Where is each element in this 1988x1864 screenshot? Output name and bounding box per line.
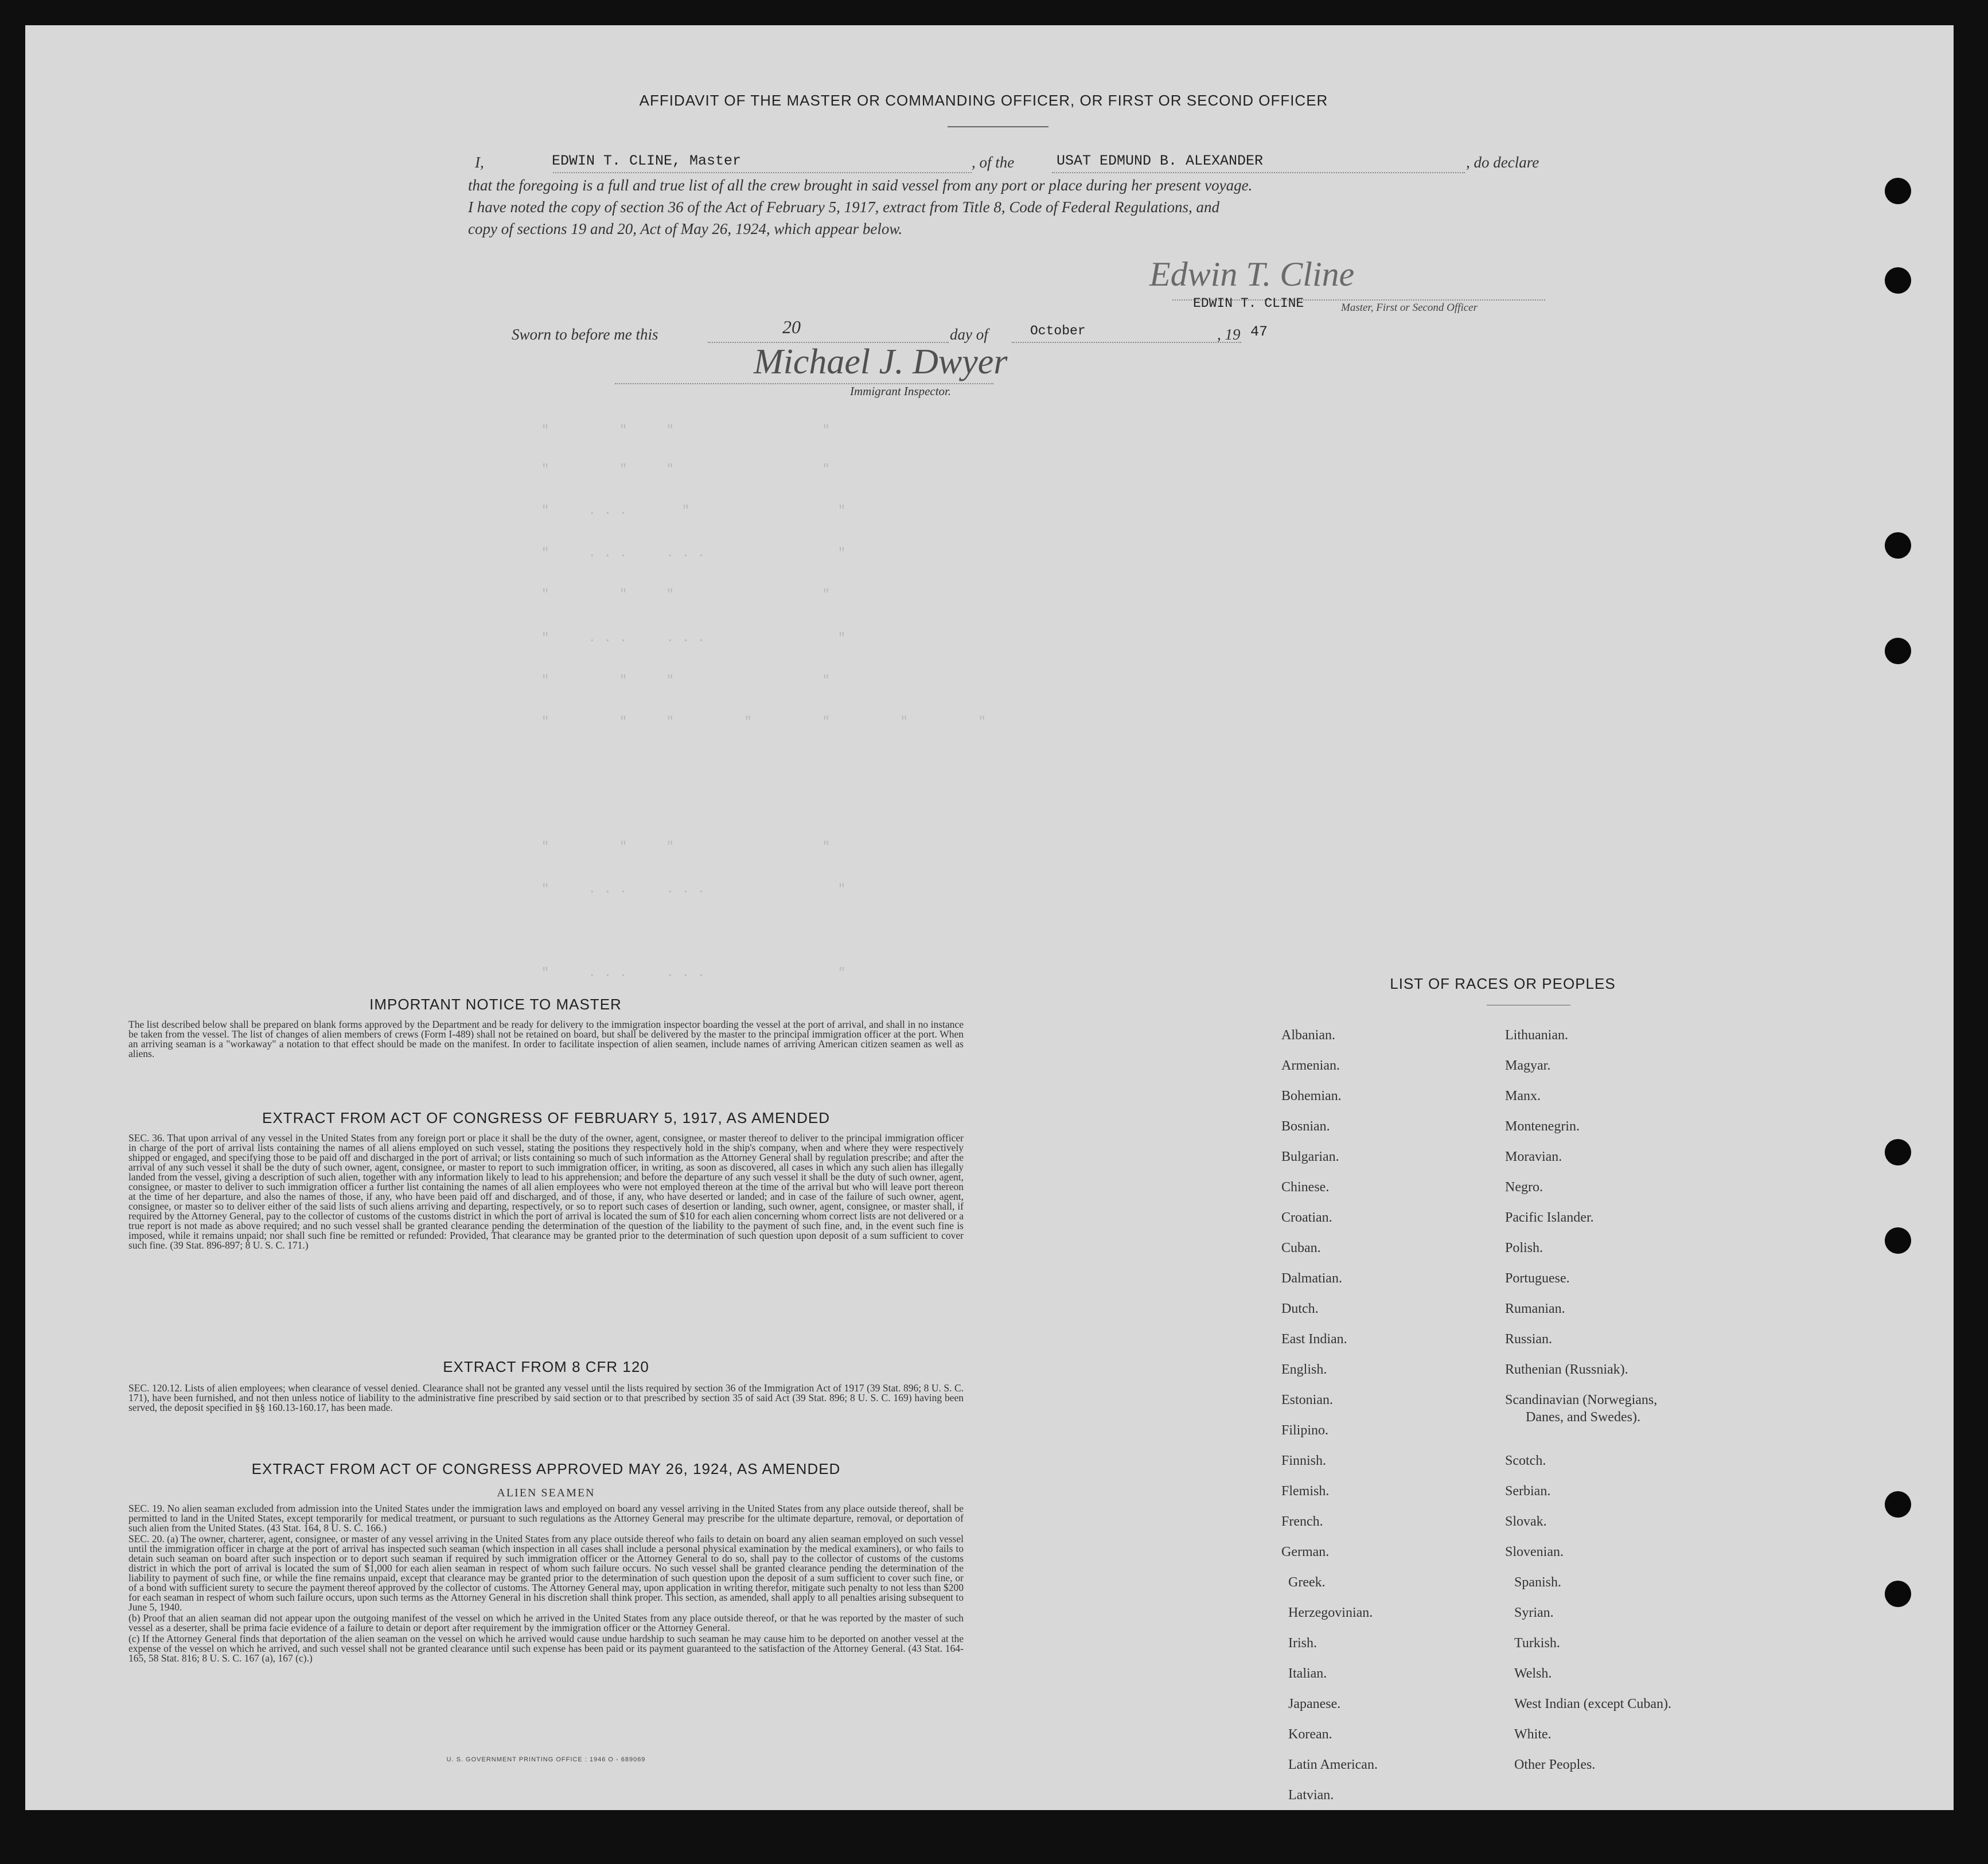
race-item: Korean. [1288,1727,1332,1742]
master-signature: Edwin T. Cline [1149,255,1355,293]
punch-hole [1885,1227,1911,1254]
race-item: West Indian (except Cuban). [1514,1697,1671,1711]
sec-20c-body: (c) If the Attorney General finds that deportation of the alien seaman on the vessel on which he arrived would cause undue hardship to such seaman he may cause him to be deported on another vessel at the expense of the vessel on which he arrived, and such vessel shall not be granted clearance until such expense has been paid or its payment guaranteed to the satisfaction of the Attorney General. (43 Stat. 164-165, 58 Stat. 816; 8 U. S. C. 167 (a), 167 (c).) [128,1633,964,1664]
affidavit-line-2: that the foregoing is a full and true list of all the crew brought in said vessel from any port or place during her present voyage. [468,177,1253,194]
extract-1917-block [128,1133,964,1250]
race-item: Dalmatian. [1281,1271,1342,1286]
race-item: Cuban. [1281,1241,1321,1255]
race-item: Montenegrin. [1505,1119,1580,1134]
sworn-prefix: Sworn to before me this [512,326,658,343]
race-item: White. [1514,1727,1552,1742]
sworn-year-field: 47 [1250,323,1268,340]
bleed-through-row: " " " " [541,423,838,438]
extract-1917-heading: EXTRACT FROM ACT OF CONGRESS OF FEBRUARY 5, 1917, AS AMENDED [262,1109,830,1126]
race-item: Latvian. [1288,1788,1334,1803]
race-item: German. [1281,1545,1330,1559]
races-heading: LIST OF RACES OR PEOPLES [1390,975,1616,992]
sec-20a-body: SEC. 20. (a) The owner, charterer, agent, consignee, or master of any vessel arriving in the United States from any place outside thereof who fails to detain on board any alien seaman employed on such vessel until the immigration officer in charge at the port of arrival has inspected such seaman (which inspection in all cases shall include a personal physical examination by the medical examiners), or who fails to detain such seaman on board after such inspection or to deport such seaman if required by such immigration officer or the Attorney General to do so, shall pay to the collector of customs of the customs district in which the port of arrival is located the sum of $1,000 for each alien seaman in respect of whom such failure occurs. No such vessel shall be granted clearance pending the determination of the liability to payment of such fine, or while the fine remains unpaid, except that clearance may be granted prior to the determination of such question upon the deposit of a sum sufficient to cover such fine, or of a bond with sufficient surety to secure the payment thereof approved by the collector of customs. The Attorney General may, upon application in writing therefor, mitigate such penalty to not less than $200 for each seaman in respect of whom such failure occurs, upon such terms as the Attorney General in his discretion shall think proper. This section, as amended, shall apply to all penalties arising subsequent to June 5, 1940. [128,1533,964,1613]
race-item: Chinese. [1281,1180,1330,1195]
race-item: Russian. [1505,1332,1553,1347]
race-item: Slovenian. [1505,1545,1564,1559]
race-item: Other Peoples. [1514,1757,1596,1772]
race-item: Herzegovinian. [1288,1605,1373,1620]
race-item: Turkish. [1514,1636,1560,1651]
race-item: Finnish. [1281,1453,1327,1468]
punch-hole [1885,267,1911,294]
race-item: Welsh. [1514,1666,1552,1681]
punch-hole [1885,638,1911,664]
extract-cfr-body: SEC. 120.12. Lists of alien employees; when clearance of vessel denied. Clearance shall not be granted any vessel until the lists required by section 36 of the Immigration Act of 1917 (39 Stat. 896; 8 U. S. C. 171), have been furnished, and not then unless notice of liability to the administrative fine prescribed by said section or to that prescribed by section 35 of said Act (39 Stat. 896; 8 U. S. C. 169) having been served, the deposit specified in §§ 160.13-160.17, has been made. [128,1382,964,1413]
extract-cfr-heading: EXTRACT FROM 8 CFR 120 [443,1358,649,1375]
race-item: Scandinavian (Norwegians, [1505,1393,1658,1407]
notice-body-block [128,1020,964,1059]
race-item: Syrian. [1514,1605,1554,1620]
printing-office-imprint: U. S. GOVERNMENT PRINTING OFFICE : 1946 O - 689069 [446,1756,646,1763]
race-item: Lithuanian. [1505,1028,1568,1043]
inspector-caption: Immigrant Inspector. [850,384,952,398]
sworn-month-field: October [1030,323,1086,338]
punch-hole [1885,178,1911,204]
affidavit-i: I, [475,154,484,171]
extract-1924-heading: EXTRACT FROM ACT OF CONGRESS APPROVED MAY 26, 1924, AS AMENDED [251,1460,841,1477]
punch-hole [1885,1139,1911,1165]
race-item: Estonian. [1281,1393,1333,1407]
notice-body: The list described below shall be prepared on blank forms approved by the Department and be ready for delivery to the immigration inspector boarding the vessel at the port of arrival, and shall in no instance be taken from the vessel. The list of changes of alien members of crews (Form I-489) shall not be retained on board, but shall be delivered by the master to the principal immigration officer at the port. When an arriving seaman is a "workaway" a notation to that effect should be made on the manifest. In order to facilitate inspection of alien seamen, include names of arriving American citizen seamen as well as aliens. [128,1019,964,1059]
vessel-name-field: USAT EDMUND B. ALEXANDER [1057,153,1264,169]
affidavit-of-the: , of the [972,154,1015,171]
race-item: Danes, and Swedes). [1526,1410,1640,1425]
affidavit-title: AFFIDAVIT OF THE MASTER OR COMMANDING OFFICER, OR FIRST OR SECOND OFFICER [639,92,1328,109]
race-item: Greek. [1288,1575,1326,1590]
race-item: Moravian. [1505,1149,1562,1164]
bleed-through-row: " " " " [541,462,838,477]
race-item: Croatian. [1281,1210,1332,1225]
document-sheet [25,25,1954,1810]
race-item: Bohemian. [1281,1089,1342,1103]
race-item: Albanian. [1281,1028,1335,1043]
race-item: Flemish. [1281,1484,1330,1499]
extract-1924-block [128,1504,964,1663]
year-prefix: , 19 [1217,326,1241,343]
race-item: Irish. [1288,1636,1317,1651]
bleed-through-row: " " " " [541,840,838,854]
race-item: East Indian. [1281,1332,1347,1347]
race-item: Ruthenian (Russniak). [1505,1362,1628,1377]
race-item: Italian. [1288,1666,1327,1681]
extract-cfr-block [128,1383,964,1413]
notice-heading: IMPORTANT NOTICE TO MASTER [369,996,622,1013]
race-item: Latin American. [1288,1757,1378,1772]
sec-20b-body: (b) Proof that an alien seaman did not appear upon the outgoing manifest of the vessel on which he arrived in the United States from any place outside thereof, or that he was reported by the master of such vessel as a deserter, shall be prima facie evidence of a failure to detain or deport after requirement by the immigration officer or the Attorney General. [128,1612,964,1633]
punch-hole [1885,1491,1911,1518]
bleed-through-row: " ... " " [541,504,854,518]
race-item: Bulgarian. [1281,1149,1339,1164]
race-item: Slovak. [1505,1514,1547,1529]
race-item: English. [1281,1362,1327,1377]
punch-hole [1885,532,1911,559]
race-item: Scotch. [1505,1453,1546,1468]
officer-caption: Master, First or Second Officer [1341,302,1478,314]
affidavit-do-declare: , do declare [1466,154,1539,171]
race-item: Japanese. [1288,1697,1341,1711]
extract-1917-body: SEC. 36. That upon arrival of any vessel in the United States from any foreign port or place it shall be the duty of the owner, agent, consignee, or master thereof to deliver to the principal immigration officer in charge of the port of arrival lists containing the names of all aliens employed on such vessel, stating the positions they respectively hold in the ship's company, when and where they were respectively shipped or engaged, and specifying those to be paid off and discharged in the port of arrival; or lists containing so much of such information as the Attorney General shall by regulation prescribe; and after the arrival of any such vessel it shall be the duty of such owner, agent, consignee, or master to report to such immigration officer, in writing, as soon as discovered, all cases in which any such alien has illegally landed from the vessel, giving a description of such alien, together with any information likely to lead to his apprehension; and before the departure of any such vessel it shall be the duty of such owner, agent, consignee, or master to deliver to such immigration officer a further list containing the names of all alien employees who were not employed thereon at the time of the arrival but who will leave port thereon at the time of her departure, and also the names of those, if any, who have been paid off and discharged, and of those, if any, who have deserted or landed; and in case of the failure of such owner, agent, consignee, or master so to deliver either of the said lists of such aliens arriving and departing, respectively, or so to report such cases of desertion or landing, such owner, agent, consignee, or master shall, if required by the Attorney General, pay to the collector of customs of the customs district in which the port of arrival is located the sum of $10 for each alien concerning whom correct lists are not delivered or a true report is not made as above required; and no such vessel shall be granted clearance pending the determination of the question of the liability to the payment of such fine, and, in the event such fine is imposed, while it remains unpaid; nor shall such fine be remitted or refunded: Provided, That clearance may be granted prior to the determination of such question upon deposit of a sum sufficient to cover such fine. (39 Stat. 896-897; 8 U. S. C. 171.) [128,1132,964,1251]
bleed-through-row: " " " " " " " [541,715,994,729]
race-item: Armenian. [1281,1058,1340,1073]
sec-19-body: SEC. 19. No alien seaman excluded from admission into the United States under the immigration laws and employed on board any vessel arriving in the United States from any place outside thereof, shall be permitted to land in the United States, except temporarily for medical treatment, or pursuant to such regulations as the Attorney General may prescribe for the ultimate departure, removal, or deportation of such alien from the United States. (43 Stat. 164, 8 U. S. C. 166.) [128,1503,964,1534]
race-item: Polish. [1505,1241,1543,1255]
inspector-signature: Michael J. Dwyer [754,342,1008,381]
alien-seamen-subheading: ALIEN SEAMEN [497,1487,595,1499]
sworn-day-field: 20 [782,317,801,337]
title-rule [948,126,1048,127]
master-name-field: EDWIN T. CLINE, Master [552,153,742,169]
race-item: Serbian. [1505,1484,1551,1499]
race-item: Filipino. [1281,1423,1329,1438]
bleed-through-row: " ... ... " [541,631,854,645]
bleed-through-row: " ... ... " [541,882,854,896]
master-typed-name: EDWIN T. CLINE [1193,296,1304,311]
day-of-label: day of [950,326,988,343]
bleed-through-row: " " " " [541,673,838,688]
race-item: Dutch. [1281,1301,1319,1316]
bleed-through-row: " ... ... " [541,966,854,980]
bleed-through-row: " " " " [541,587,838,602]
race-item: Negro. [1505,1180,1543,1195]
bleed-through-row: " ... ... " [541,546,854,560]
race-item: Pacific Islander. [1505,1210,1594,1225]
race-item: Magyar. [1505,1058,1551,1073]
race-item: Spanish. [1514,1575,1562,1590]
race-item: Rumanian. [1505,1301,1565,1316]
punch-hole [1885,1581,1911,1607]
affidavit-line-3: I have noted the copy of section 36 of the Act of February 5, 1917, extract from Title 8, Code of Federal Regulations, and [468,198,1220,216]
race-item: Manx. [1505,1089,1541,1103]
race-item: French. [1281,1514,1323,1529]
race-item: Portuguese. [1505,1271,1570,1286]
race-item: Bosnian. [1281,1119,1330,1134]
affidavit-line-4: copy of sections 19 and 20, Act of May 26, 1924, which appear below. [468,220,903,237]
